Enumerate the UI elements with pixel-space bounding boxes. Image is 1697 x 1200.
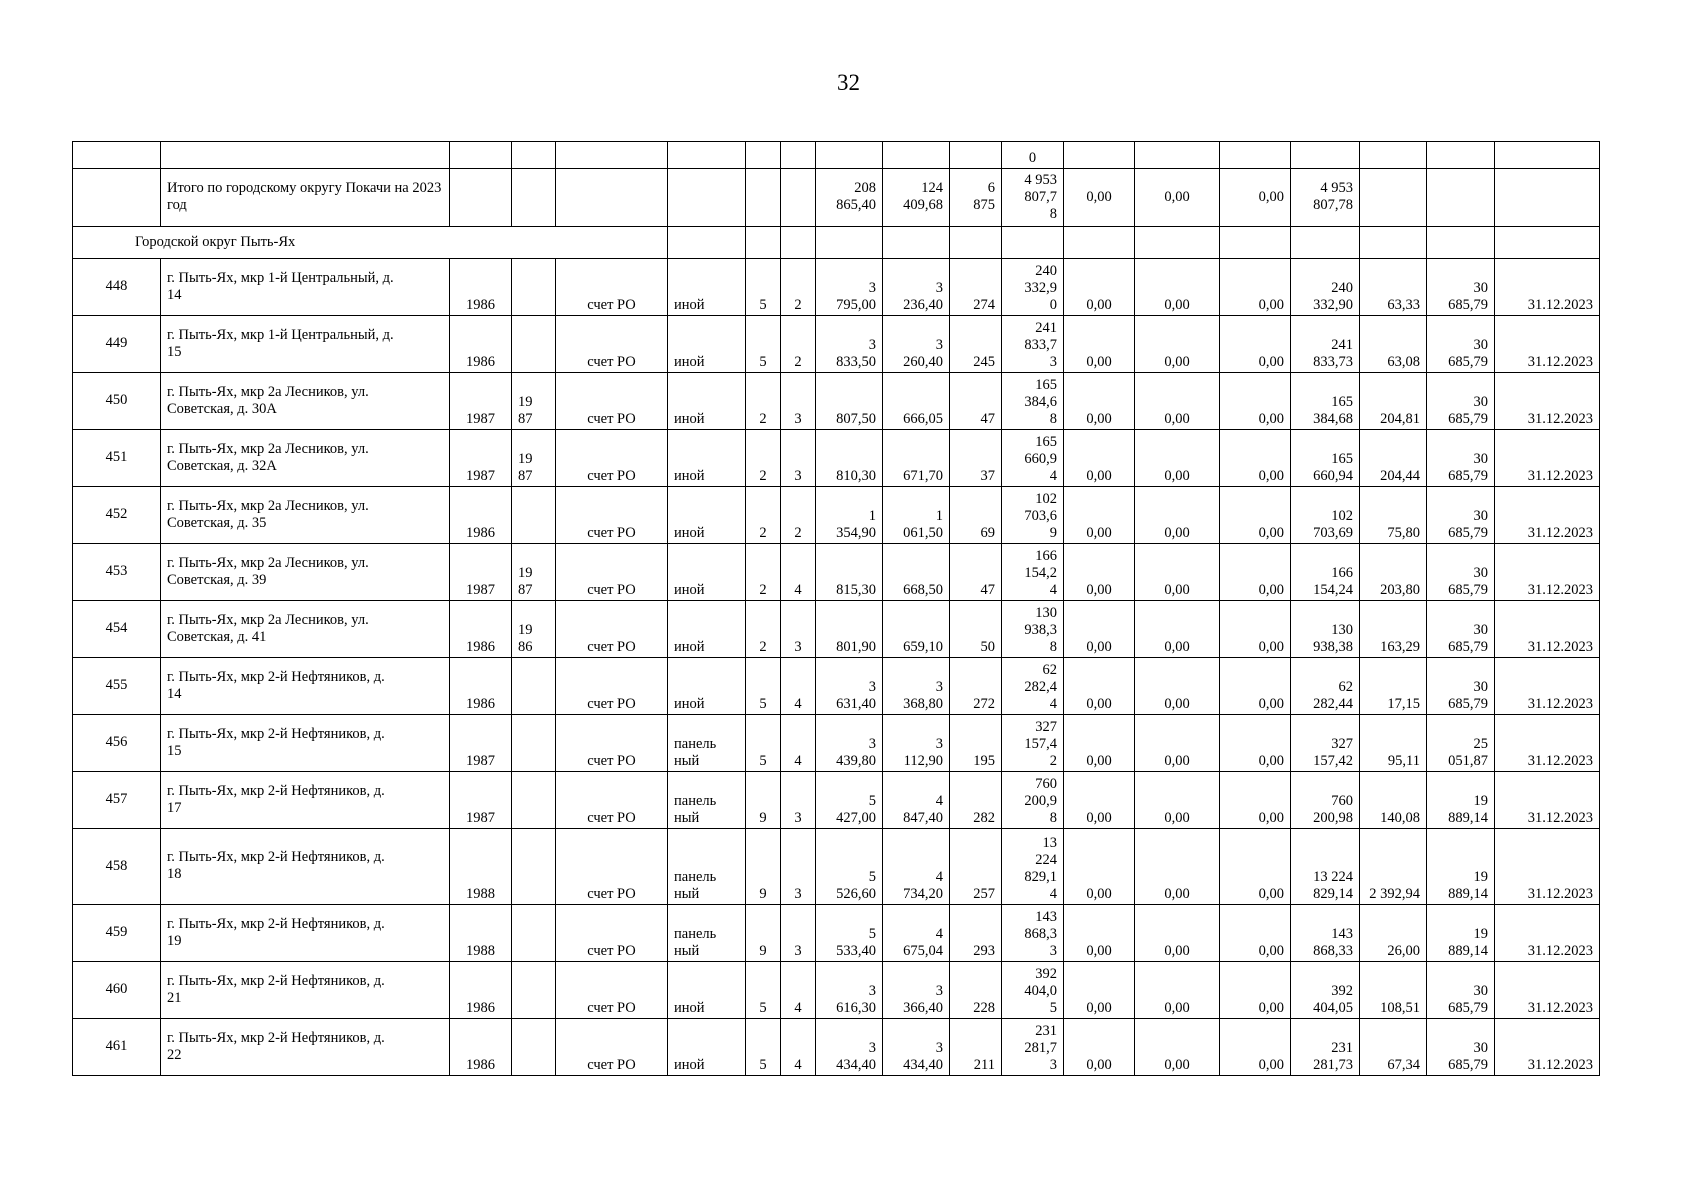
buildings-table [72,141,1600,1076]
cell-area-total: 3 833,50 [816,316,883,373]
cell-wall-material: иной [668,962,746,1019]
cell-fund-1: 0,00 [1064,715,1135,772]
cell-fund-3: 0,00 [1220,544,1291,601]
cell-fund-method: счет РО [556,962,668,1019]
cell-commission-year: 1988 [450,905,512,962]
cell-address: г. Пыть-Ях, мкр 1-й Центральный, д. 14 [161,259,450,316]
cell-fund-2: 0,00 [1135,829,1220,905]
cell-fund-method: счет РО [556,715,668,772]
cell-year-extra: 19 86 [512,601,556,658]
cell-max-unit-cost: 19 889,14 [1427,905,1495,962]
cell-residents: 228 [950,962,1002,1019]
cell-fund-1: 0,00 [1064,772,1135,829]
table-row [73,962,1600,1019]
cell-deadline: 31.12.2023 [1495,487,1600,544]
cell-year-extra: 19 87 [512,373,556,430]
cell-residents: 47 [950,373,1002,430]
cell-area-living: 3 260,40 [883,316,950,373]
cell-address: г. Пыть-Ях, мкр 2а Лесников, ул. Советская, д. 35 [161,487,450,544]
cell-fund-1: 0,00 [1064,373,1135,430]
table-row [73,430,1600,487]
cell-year-extra [512,316,556,373]
cell-floors: 5 [746,259,781,316]
cell-year-extra [512,658,556,715]
cell-address: г. Пыть-Ях, мкр 2-й Нефтяников, д. 18 [161,829,450,905]
cell-fund-3: 0,00 [1220,905,1291,962]
cell-row-number: 456 [73,715,161,772]
cell-commission-year: 1986 [450,259,512,316]
cell-deadline: 31.12.2023 [1495,316,1600,373]
cell-address: г. Пыть-Ях, мкр 2а Лесников, ул. Советская, д. 30А [161,373,450,430]
cell-fund-2: 0,00 [1135,316,1220,373]
cell-residents: 195 [950,715,1002,772]
cell-commission-year: 1987 [450,715,512,772]
cell-row-number: 459 [73,905,161,962]
cell-fund-method: счет РО [556,601,668,658]
cell-max-unit-cost: 30 685,79 [1427,962,1495,1019]
cell-fund-method: счет РО [556,905,668,962]
cell-fund-1: 0,00 [1064,430,1135,487]
cell-entrances: 4 [781,544,816,601]
cell-total-cost: 130 938,3 8 [1002,601,1064,658]
cell-commission-year: 1987 [450,430,512,487]
cell-max-unit-cost: 30 685,79 [1427,544,1495,601]
cell-max-unit-cost: 30 685,79 [1427,259,1495,316]
cell-residents: 293 [950,905,1002,962]
cell-deadline: 31.12.2023 [1495,1019,1600,1076]
cell-entrances: 3 [781,905,816,962]
cell-fund-method: счет РО [556,829,668,905]
cell-row-number: 450 [73,373,161,430]
cell-wall-material: иной [668,373,746,430]
cell-row-number: 449 [73,316,161,373]
cell-owners-funds: 166 154,24 [1291,544,1360,601]
cell-deadline: 31.12.2023 [1495,829,1600,905]
cell-area-living: 659,10 [883,601,950,658]
cell-fund-3: 0,00 [1220,316,1291,373]
cell-fund-method: счет РО [556,658,668,715]
table-row [73,829,1600,905]
table-row [73,373,1600,430]
cell-fund-method: счет РО [556,373,668,430]
cell-fund-2: 0,00 [1135,373,1220,430]
cell-row-number: 458 [73,829,161,905]
cell-unit-cost: 163,29 [1360,601,1427,658]
cell-fund-1: 0,00 [1064,905,1135,962]
cell-total-cost: 240 332,9 0 [1002,259,1064,316]
cell-entrances: 3 [781,829,816,905]
cell-commission-year: 1987 [450,373,512,430]
cell-area-living: 3 434,40 [883,1019,950,1076]
cell-wall-material: панель ный [668,829,746,905]
cell-fund-2: 0,00 [1135,658,1220,715]
cell-owners-funds: 231 281,73 [1291,1019,1360,1076]
cell-residents: 47 [950,544,1002,601]
cell-deadline: 31.12.2023 [1495,715,1600,772]
cell-wall-material: панель ный [668,772,746,829]
cell-total-cost: 102 703,6 9 [1002,487,1064,544]
cell-year-extra [512,1019,556,1076]
cell-deadline: 31.12.2023 [1495,772,1600,829]
cell-unit-cost: 67,34 [1360,1019,1427,1076]
table-row [73,487,1600,544]
cell-fund-method: счет РО [556,772,668,829]
cell-unit-cost: 204,44 [1360,430,1427,487]
cell-entrances: 3 [781,772,816,829]
cell-total-cost: 166 154,2 4 [1002,544,1064,601]
cell-wall-material: панель ный [668,905,746,962]
cell-owners-funds: 392 404,05 [1291,962,1360,1019]
cell-max-unit-cost: 30 685,79 [1427,430,1495,487]
cell-fund-1: 0,00 [1064,316,1135,373]
cell-area-living: 671,70 [883,430,950,487]
cell-max-unit-cost: 30 685,79 [1427,1019,1495,1076]
table-row [73,772,1600,829]
cell-total-cost: 62 282,4 4 [1002,658,1064,715]
cell-entrances: 2 [781,316,816,373]
cell-fund-3: 0,00 [1220,259,1291,316]
cell-fund-3: 0,00 [1220,829,1291,905]
cell-max-unit-cost: 30 685,79 [1427,658,1495,715]
table-row [73,316,1600,373]
cell-fund-1: 0,00 [1064,487,1135,544]
cell-fund-3: 0,00 [1220,487,1291,544]
cell-fund-3: 0,00 [1220,658,1291,715]
cell-area-living: 4 847,40 [883,772,950,829]
cell-max-unit-cost: 30 685,79 [1427,487,1495,544]
total-cost: 4 953 807,7 8 [1002,169,1064,227]
cell-fund-method: счет РО [556,1019,668,1076]
cell-max-unit-cost: 25 051,87 [1427,715,1495,772]
cell-wall-material: иной [668,430,746,487]
cell-owners-funds: 240 332,90 [1291,259,1360,316]
cell-total-cost: 143 868,3 3 [1002,905,1064,962]
cell-entrances: 4 [781,658,816,715]
cell-address: г. Пыть-Ях, мкр 2-й Нефтяников, д. 17 [161,772,450,829]
cell-fund-2: 0,00 [1135,772,1220,829]
cell-commission-year: 1987 [450,772,512,829]
cell-commission-year: 1986 [450,962,512,1019]
cell-area-total: 3 616,30 [816,962,883,1019]
cell-wall-material: иной [668,316,746,373]
cell-fund-1: 0,00 [1064,829,1135,905]
table-row [73,601,1600,658]
cell-fund-2: 0,00 [1135,487,1220,544]
table-row [73,905,1600,962]
cell-floors: 9 [746,772,781,829]
cell-residents: 272 [950,658,1002,715]
total-fund-2: 0,00 [1135,169,1220,227]
cell-fund-2: 0,00 [1135,962,1220,1019]
cell-row-number: 457 [73,772,161,829]
cell-floors: 5 [746,316,781,373]
cell-address: г. Пыть-Ях, мкр 2а Лесников, ул. Советская, д. 41 [161,601,450,658]
cell-fund-3: 0,00 [1220,772,1291,829]
cell-fund-2: 0,00 [1135,259,1220,316]
cell-deadline: 31.12.2023 [1495,430,1600,487]
cell-row-number: 451 [73,430,161,487]
cell-commission-year: 1986 [450,601,512,658]
cell-fund-2: 0,00 [1135,715,1220,772]
cell-owners-funds: 760 200,98 [1291,772,1360,829]
section-title: Городской округ Пыть-Ях [73,227,668,259]
cell-floors: 2 [746,430,781,487]
cell-area-living: 666,05 [883,373,950,430]
cell-fund-3: 0,00 [1220,962,1291,1019]
cell-owners-funds: 62 282,44 [1291,658,1360,715]
cell-year-extra [512,772,556,829]
cell-fund-1: 0,00 [1064,1019,1135,1076]
cell-area-living: 1 061,50 [883,487,950,544]
cell-entrances: 2 [781,487,816,544]
cell-unit-cost: 108,51 [1360,962,1427,1019]
cell-address: г. Пыть-Ях, мкр 2-й Нефтяников, д. 19 [161,905,450,962]
cell-unit-cost: 75,80 [1360,487,1427,544]
cell-row-number: 453 [73,544,161,601]
cell-area-total: 815,30 [816,544,883,601]
cell-fund-3: 0,00 [1220,430,1291,487]
total-label: Итого по городскому округу Покачи на 2023 год [161,169,450,227]
cell-floors: 5 [746,1019,781,1076]
total-area-living: 124 409,68 [883,169,950,227]
cell-year-extra: 19 87 [512,430,556,487]
cell-commission-year: 1986 [450,316,512,373]
cell-area-total: 3 631,40 [816,658,883,715]
cell-area-total: 3 439,80 [816,715,883,772]
cell-area-total: 801,90 [816,601,883,658]
cell-residents: 282 [950,772,1002,829]
cell-area-living: 3 112,90 [883,715,950,772]
cell-address: г. Пыть-Ях, мкр 2а Лесников, ул. Советская, д. 39 [161,544,450,601]
cell-fund-3: 0,00 [1220,715,1291,772]
cell-address: г. Пыть-Ях, мкр 2а Лесников, ул. Советская, д. 32А [161,430,450,487]
total-fund-3: 0,00 [1220,169,1291,227]
cell-deadline: 31.12.2023 [1495,373,1600,430]
cell-wall-material: иной [668,1019,746,1076]
cell-unit-cost: 203,80 [1360,544,1427,601]
cell-total-cost: 165 384,6 8 [1002,373,1064,430]
cell-wall-material: иной [668,259,746,316]
cell-residents: 211 [950,1019,1002,1076]
page-number: 32 [837,70,860,95]
cell-wall-material: иной [668,544,746,601]
cell-max-unit-cost: 30 685,79 [1427,601,1495,658]
cell-residents: 257 [950,829,1002,905]
cell-residents: 274 [950,259,1002,316]
cell-area-total: 5 526,60 [816,829,883,905]
cell-fund-1: 0,00 [1064,658,1135,715]
cell-deadline: 31.12.2023 [1495,544,1600,601]
cell-entrances: 3 [781,373,816,430]
cell-residents: 37 [950,430,1002,487]
cell-unit-cost: 95,11 [1360,715,1427,772]
cell-unit-cost: 63,08 [1360,316,1427,373]
total-area-total: 208 865,40 [816,169,883,227]
cell-entrances: 3 [781,430,816,487]
cell-row-number: 452 [73,487,161,544]
table-row [73,715,1600,772]
cell-fund-2: 0,00 [1135,905,1220,962]
cell-fund-3: 0,00 [1220,373,1291,430]
cell-floors: 2 [746,373,781,430]
cell-area-living: 3 236,40 [883,259,950,316]
cell-deadline: 31.12.2023 [1495,962,1600,1019]
cell-residents: 69 [950,487,1002,544]
cell-max-unit-cost: 30 685,79 [1427,373,1495,430]
cell-fund-method: счет РО [556,316,668,373]
cell-area-total: 3 434,40 [816,1019,883,1076]
cell-floors: 2 [746,601,781,658]
cell-fund-2: 0,00 [1135,544,1220,601]
cell-floors: 2 [746,487,781,544]
cell-area-total: 807,50 [816,373,883,430]
cell-row-number: 454 [73,601,161,658]
cell-fund-3: 0,00 [1220,601,1291,658]
cell-unit-cost: 17,15 [1360,658,1427,715]
cell-entrances: 4 [781,715,816,772]
cell-address: г. Пыть-Ях, мкр 1-й Центральный, д. 15 [161,316,450,373]
cell-unit-cost: 63,33 [1360,259,1427,316]
cell-floors: 5 [746,715,781,772]
cell-owners-funds: 143 868,33 [1291,905,1360,962]
cell-wall-material: иной [668,601,746,658]
cell-total-cost: 241 833,7 3 [1002,316,1064,373]
cell-address: г. Пыть-Ях, мкр 2-й Нефтяников, д. 15 [161,715,450,772]
total-row [73,169,1600,227]
cell-commission-year: 1987 [450,544,512,601]
cell-floors: 9 [746,905,781,962]
cell-entrances: 4 [781,962,816,1019]
cell-fund-1: 0,00 [1064,601,1135,658]
cell-fund-method: счет РО [556,430,668,487]
cell-unit-cost: 204,81 [1360,373,1427,430]
cell-wall-material: иной [668,658,746,715]
cell-deadline: 31.12.2023 [1495,658,1600,715]
total-residents: 6 875 [950,169,1002,227]
cell-row-number: 455 [73,658,161,715]
cell-deadline: 31.12.2023 [1495,601,1600,658]
cell-floors: 5 [746,658,781,715]
cell-owners-funds: 165 384,68 [1291,373,1360,430]
cell-floors: 5 [746,962,781,1019]
cell-area-living: 3 368,80 [883,658,950,715]
cell-row-number: 461 [73,1019,161,1076]
cell-owners-funds: 241 833,73 [1291,316,1360,373]
cell-fund-2: 0,00 [1135,430,1220,487]
cell-max-unit-cost: 19 889,14 [1427,829,1495,905]
cell-wall-material: иной [668,487,746,544]
cell-year-extra [512,259,556,316]
cell-total-cost: 760 200,9 8 [1002,772,1064,829]
cell-residents: 50 [950,601,1002,658]
table-row [73,544,1600,601]
cell-total-cost: 231 281,7 3 [1002,1019,1064,1076]
cell-fund-method: счет РО [556,487,668,544]
table-row [73,658,1600,715]
cell-fund-1: 0,00 [1064,544,1135,601]
cell-total-cost: 165 660,9 4 [1002,430,1064,487]
cell-entrances: 3 [781,601,816,658]
cell-area-total: 1 354,90 [816,487,883,544]
carry-over-row [73,142,1600,169]
cell-area-living: 4 675,04 [883,905,950,962]
cell-entrances: 2 [781,259,816,316]
cell-year-extra [512,715,556,772]
cell-fund-2: 0,00 [1135,601,1220,658]
cell-floors: 9 [746,829,781,905]
cell-address: г. Пыть-Ях, мкр 2-й Нефтяников, д. 21 [161,962,450,1019]
cell-year-extra [512,829,556,905]
cell-address: г. Пыть-Ях, мкр 2-й Нефтяников, д. 22 [161,1019,450,1076]
cell-row-number: 460 [73,962,161,1019]
table-row [73,259,1600,316]
cell-floors: 2 [746,544,781,601]
cell-total-cost: 327 157,4 2 [1002,715,1064,772]
cell-residents: 245 [950,316,1002,373]
cell-year-extra [512,962,556,1019]
table-row [73,1019,1600,1076]
cell-fund-2: 0,00 [1135,1019,1220,1076]
cell-entrances: 4 [781,1019,816,1076]
cell-unit-cost: 140,08 [1360,772,1427,829]
cell-area-total: 3 795,00 [816,259,883,316]
cell-area-total: 5 427,00 [816,772,883,829]
cell-max-unit-cost: 19 889,14 [1427,772,1495,829]
cell-fund-1: 0,00 [1064,962,1135,1019]
cell-row-number: 448 [73,259,161,316]
total-owners: 4 953 807,78 [1291,169,1360,227]
cell-fund-method: счет РО [556,259,668,316]
cell-area-total: 5 533,40 [816,905,883,962]
cell-owners-funds: 327 157,42 [1291,715,1360,772]
cell-area-total: 810,30 [816,430,883,487]
cell-area-living: 4 734,20 [883,829,950,905]
cell-year-extra [512,905,556,962]
cell-unit-cost: 2 392,94 [1360,829,1427,905]
cell-address: г. Пыть-Ях, мкр 2-й Нефтяников, д. 14 [161,658,450,715]
cell-unit-cost: 26,00 [1360,905,1427,962]
cell-owners-funds: 130 938,38 [1291,601,1360,658]
cell-commission-year: 1986 [450,658,512,715]
cell-area-living: 668,50 [883,544,950,601]
cell-commission-year: 1986 [450,487,512,544]
cell-area-living: 3 366,40 [883,962,950,1019]
total-fund-1: 0,00 [1064,169,1135,227]
cell-owners-funds: 13 224 829,14 [1291,829,1360,905]
cell-total-cost: 13 224 829,1 4 [1002,829,1064,905]
cell-owners-funds: 102 703,69 [1291,487,1360,544]
section-row [73,227,1600,259]
cell-commission-year: 1986 [450,1019,512,1076]
cell-fund-method: счет РО [556,544,668,601]
cell-deadline: 31.12.2023 [1495,905,1600,962]
cell-year-extra: 19 87 [512,544,556,601]
cell-owners-funds: 165 660,94 [1291,430,1360,487]
cell-max-unit-cost: 30 685,79 [1427,316,1495,373]
cell-commission-year: 1988 [450,829,512,905]
cell-year-extra [512,487,556,544]
carry-over-cost: 0 [1002,142,1064,169]
cell-wall-material: панель ный [668,715,746,772]
cell-fund-1: 0,00 [1064,259,1135,316]
cell-fund-3: 0,00 [1220,1019,1291,1076]
cell-deadline: 31.12.2023 [1495,259,1600,316]
cell-total-cost: 392 404,0 5 [1002,962,1064,1019]
